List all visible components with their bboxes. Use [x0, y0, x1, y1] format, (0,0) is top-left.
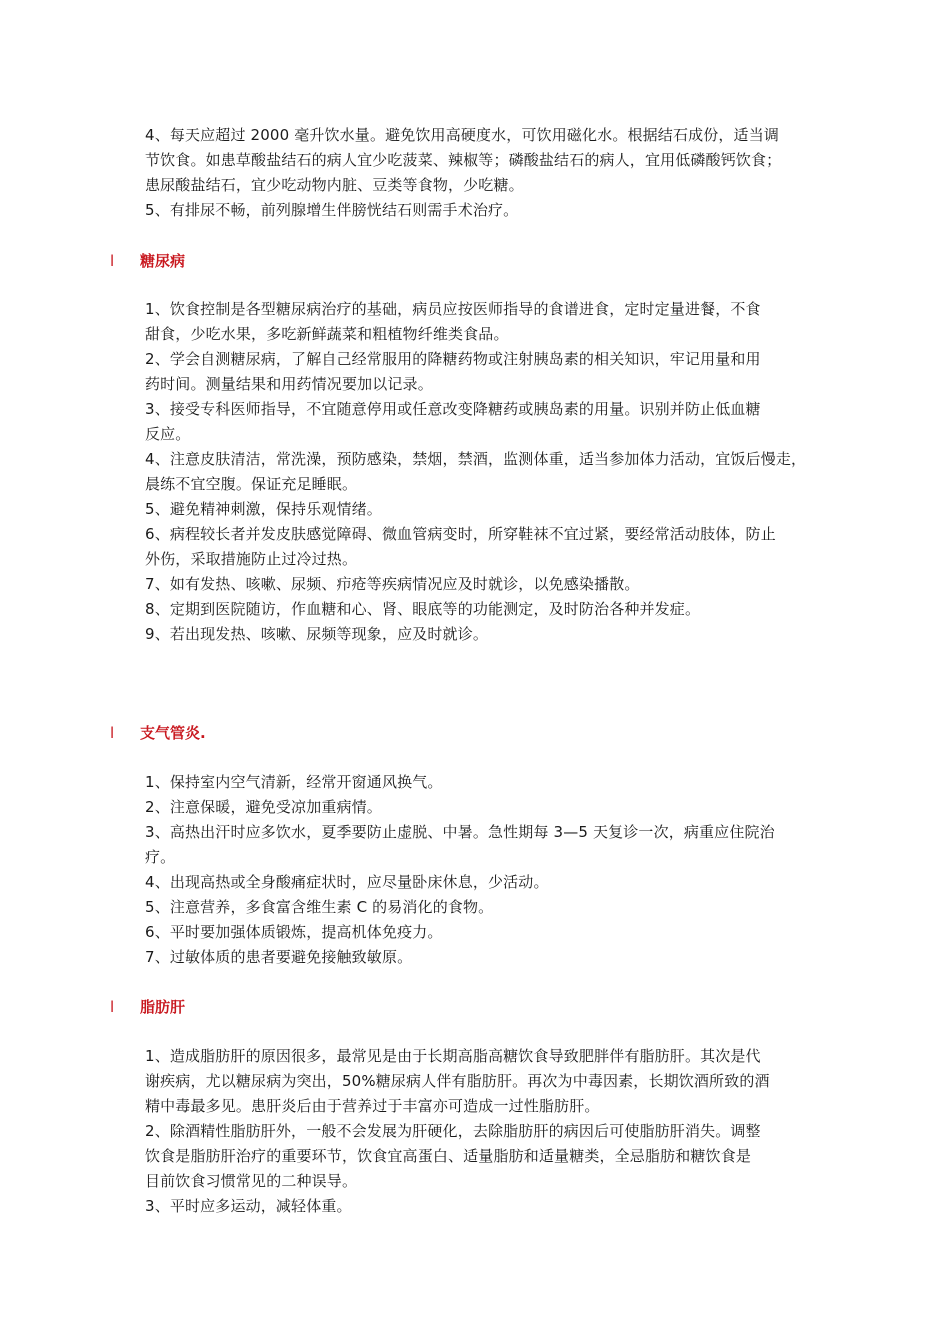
paragraph-line: 2、除酒精性脂肪肝外，一般不会发展为肝硬化，去除脂肪肝的病因后可使脂肪肝消失。调整	[145, 1122, 761, 1140]
paragraph-line: 谢疾病，尤以糖尿病为突出，50%糖尿病人伴有脂肪肝。再次为中毒因素，长期饮酒所致的酒	[145, 1072, 770, 1090]
paragraph-line: 3、高热出汗时应多饮水，夏季要防止虚脱、中暑。急性期每 3—5 天复诊一次，病重应住院治	[145, 823, 775, 841]
section-title: 糖尿病	[140, 252, 186, 270]
paragraph-line: 反应。	[145, 425, 191, 443]
paragraph-line: 9、若出现发热、咳嗽、尿频等现象，应及时就诊。	[145, 625, 488, 643]
paragraph-line: 6、病程较长者并发皮肤感觉障碍、微血管病变时，所穿鞋袜不宜过紧，要经常活动肢体，防止	[145, 525, 776, 543]
paragraph-line: 外伤，采取措施防止过冷过热。	[145, 550, 358, 568]
paragraph-line: 4、出现高热或全身酸痛症状时，应尽量卧床休息，少活动。	[145, 873, 549, 891]
paragraph-line: 4、每天应超过 2000 毫升饮水量。避免饮用高硬度水，可饮用磁化水。根据结石成份，适当调	[145, 126, 780, 144]
fatty-liver-advice	[145, 1044, 817, 1219]
paragraph-line: 2、学会自测糖尿病，了解自己经常服用的降糖药物或注射胰岛素的相关知识，牢记用量和用	[145, 350, 761, 368]
paragraph-line: 精中毒最多见。患肝炎后由于营养过于丰富亦可造成一过性脂肪肝。	[145, 1097, 600, 1115]
bullet-marker: l	[110, 998, 115, 1016]
paragraph-line: 3、平时应多运动，减轻体重。	[145, 1197, 352, 1215]
paragraph-line: 7、如有发热、咳嗽、尿频、疖疮等疾病情况应及时就诊，以免感染播散。	[145, 575, 640, 593]
paragraph-line: 患尿酸盐结石，宜少吃动物内脏、豆类等食物，少吃糖。	[145, 176, 524, 194]
paragraph-line: 1、造成脂肪肝的原因很多，最常见是由于长期高脂高糖饮食导致肥胖伴有脂肪肝。其次是代	[145, 1047, 761, 1065]
paragraph-line: 晨练不宜空腹。保证充足睡眠。	[145, 475, 358, 493]
paragraph-line: 4、注意皮肤清洁，常洗澡，预防感染，禁烟，禁酒，监测体重，适当参加体力活动，宜饭后慢走，	[145, 450, 807, 468]
paragraph-line: 1、保持室内空气清新，经常开窗通风换气。	[145, 773, 443, 791]
bullet-marker: l	[110, 724, 115, 742]
diabetes-advice	[145, 297, 817, 647]
paragraph-line: 节饮食。如患草酸盐结石的病人宜少吃菠菜、辣椒等；磷酸盐结石的病人，宜用低磷酸钙饮食；	[145, 151, 782, 169]
paragraph-line: 5、注意营养，多食富含维生素 C 的易消化的食物。	[145, 898, 494, 916]
paragraph-line: 6、平时要加强体质锻炼，提高机体免疫力。	[145, 923, 443, 941]
paragraph-line: 8、定期到医院随访，作血糖和心、肾、眼底等的功能测定，及时防治各种并发症。	[145, 600, 701, 618]
bullet-marker: l	[110, 252, 115, 270]
section-heading-diabetes	[110, 249, 185, 273]
bronchitis-advice	[145, 770, 817, 970]
section-title: 支气管炎.	[140, 724, 206, 742]
section-heading-bronchitis	[110, 721, 206, 745]
paragraph-line: 甜食，少吃水果，多吃新鲜蔬菜和粗植物纤维类食品。	[145, 325, 509, 343]
paragraph-line: 1、饮食控制是各型糖尿病治疗的基础，病员应按医师指导的食谱进食，定时定量进餐，不食	[145, 300, 761, 318]
paragraph-line: 3、接受专科医师指导，不宜随意停用或任意改变降糖药或胰岛素的用量。识别并防止低血糖	[145, 400, 761, 418]
paragraph-line: 饮食是脂肪肝治疗的重要环节，饮食宜高蛋白、适量脂肪和适量糖类，全忌脂肪和糖饮食是	[145, 1147, 752, 1165]
kidney-stone-advice	[145, 123, 817, 223]
paragraph-line: 目前饮食习惯常见的二种误导。	[145, 1172, 358, 1190]
paragraph-line: 7、过敏体质的患者要避免接触致敏原。	[145, 948, 413, 966]
paragraph-line: 药时间。测量结果和用药情况要加以记录。	[145, 375, 433, 393]
section-title: 脂肪肝	[140, 998, 186, 1016]
paragraph-line: 疗。	[145, 848, 176, 866]
section-heading-fatty-liver	[110, 995, 185, 1019]
paragraph-line: 5、有排尿不畅，前列腺增生伴膀恍结石则需手术治疗。	[145, 201, 519, 219]
paragraph-line: 5、避免精神刺激，保持乐观情绪。	[145, 500, 382, 518]
paragraph-line: 2、注意保暖，避免受凉加重病情。	[145, 798, 382, 816]
